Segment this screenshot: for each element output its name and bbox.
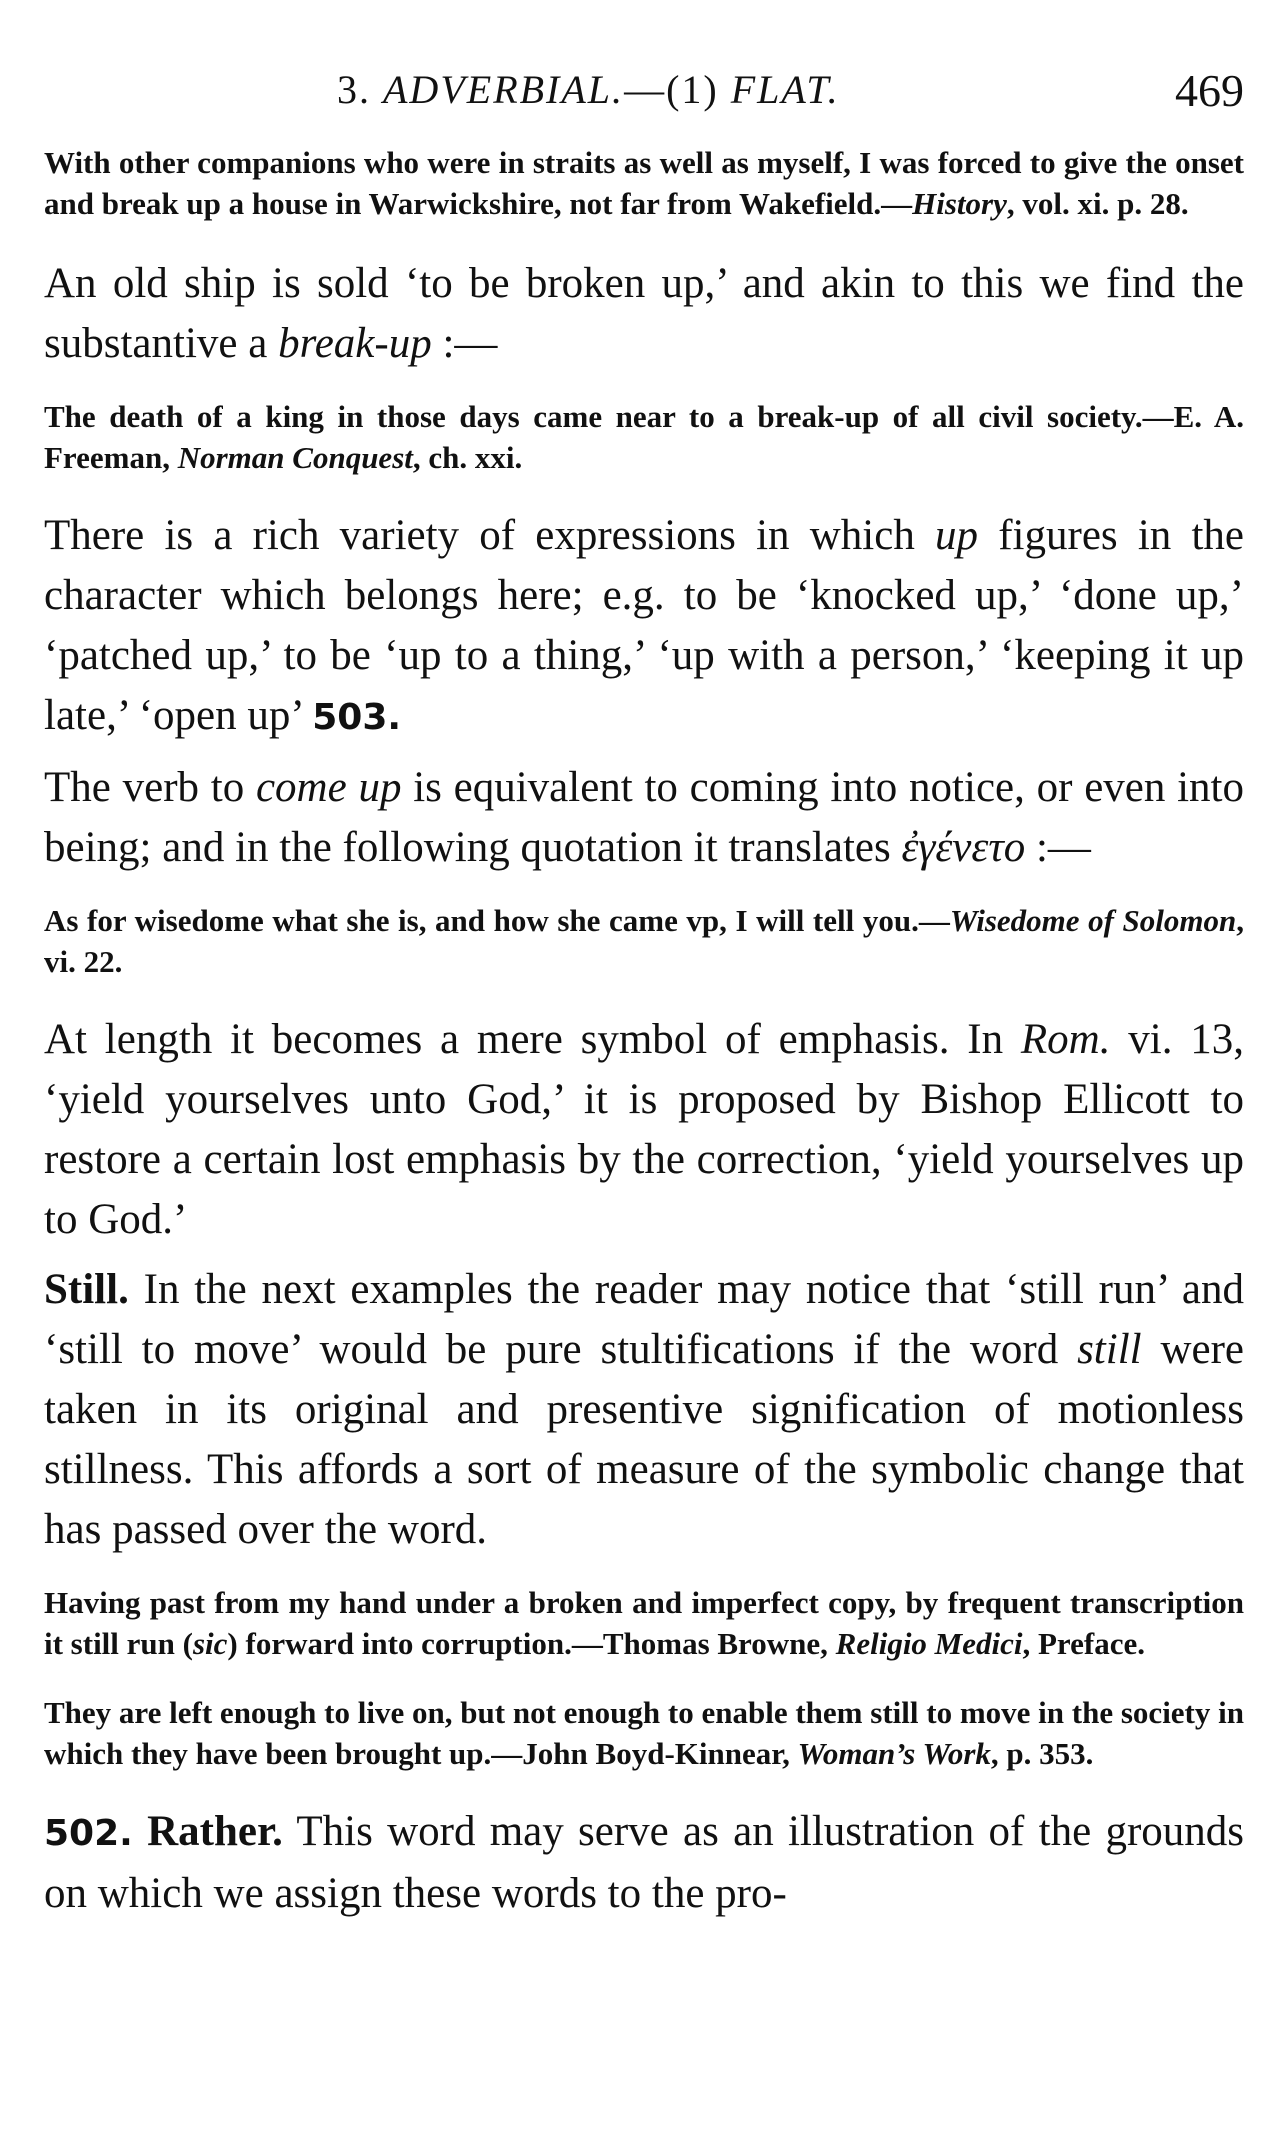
page [44, 48, 1244, 1946]
running-title [337, 66, 840, 113]
subsection-title: FLAT. [730, 67, 840, 112]
paragraph-up-expressions: There is a rich variety of expressions in which up figures in the character which belongs here; e.g. to be ‘knocked up,’ ‘done up,’ ‘patched up,’ to be ‘up to a thing,’ ‘up with a person,’ ‘keeping it up late,’ ‘open up’ 503. [44, 512, 1245, 739]
citation-source: Norman Conquest [177, 440, 413, 475]
quotation-browne: Having past from my hand under a broken and imperfect copy, by frequent transcription it still run (sic) forward into corruption.—Thomas Browne, Religio Medici, Preface. [44, 1585, 1244, 1661]
term: come up [255, 764, 402, 811]
section-title: ADVERBIAL. [383, 67, 625, 112]
entry-heading: Still. [44, 1266, 129, 1313]
paragraph-emphasis: At length it becomes a mere symbol of emphasis. In Rom. vi. 13, ‘yield yourselves unto God,’ it is proposed by Bishop Ellicott to restore a certain lost emphasis by the correction, ‘yield yourselves up to God.’ [44, 1016, 1244, 1243]
term: break-up [278, 320, 432, 367]
greek-word: ἐγένετο [901, 824, 1026, 871]
citation-source: Woman’s Work [797, 1736, 991, 1771]
section-number: 3. [337, 67, 383, 112]
citation-source: History [912, 186, 1007, 221]
citation-source: Religio Medici [835, 1626, 1023, 1661]
title-separator: —( [624, 67, 682, 112]
term: still [1077, 1326, 1142, 1373]
cross-reference: 503. [312, 697, 402, 738]
quotation-freeman: The death of a king in those days came near to a break-up of all civil society.—E. A. Freeman, Norman Conquest, ch. xxi. [44, 399, 1244, 475]
title-close: ) [703, 67, 731, 112]
book-reference: Rom. [1020, 1016, 1111, 1063]
paragraph-come-up: The verb to come up is equivalent to coming into notice, or even into being; and in the following quotation it translates ἐγένετο :— [44, 764, 1245, 871]
paragraph-break-up: An old ship is sold ‘to be broken up,’ and akin to this we find the substantive a break-up :— [44, 260, 1244, 367]
sic-marker: sic [192, 1626, 228, 1661]
page-number: 469 [1175, 65, 1244, 116]
subsection-number: 1 [681, 67, 704, 112]
citation-source: Wisedome of Solomon [949, 903, 1237, 938]
quotation-history: With other companions who were in straits as well as myself, I was forced to give the onset and break up a house in Warwickshire, not far from Wakefield.—History, vol. xi. p. 28. [44, 145, 1244, 221]
term: up [935, 512, 979, 559]
quotation-wisedome: As for wisedome what she is, and how she came vp, I will tell you.—Wisedome of Solomon, vi. 22. [44, 903, 1244, 979]
entry-number: 502. [44, 1813, 133, 1854]
quotation-boyd-kinnear: They are left enough to live on, but not enough to enable them still to move in the society in which they have been brought up.—John Boyd-Kinnear, Woman’s Work, p. 353. [44, 1695, 1244, 1771]
paragraph-still: Still. In the next examples the reader may notice that ‘still run’ and ‘still to move’ would be pure stultifications if the word still were taken in its original and presentive signification of motionless stillness. This affords a sort of measure of the symbolic change that has passed over the word. [44, 1266, 1244, 1553]
entry-heading: Rather. [147, 1808, 283, 1855]
paragraph-rather: 502. Rather. This word may serve as an illustration of the grounds on which we assign these words to the pro- [44, 1808, 1245, 1917]
running-header [44, 48, 1244, 128]
